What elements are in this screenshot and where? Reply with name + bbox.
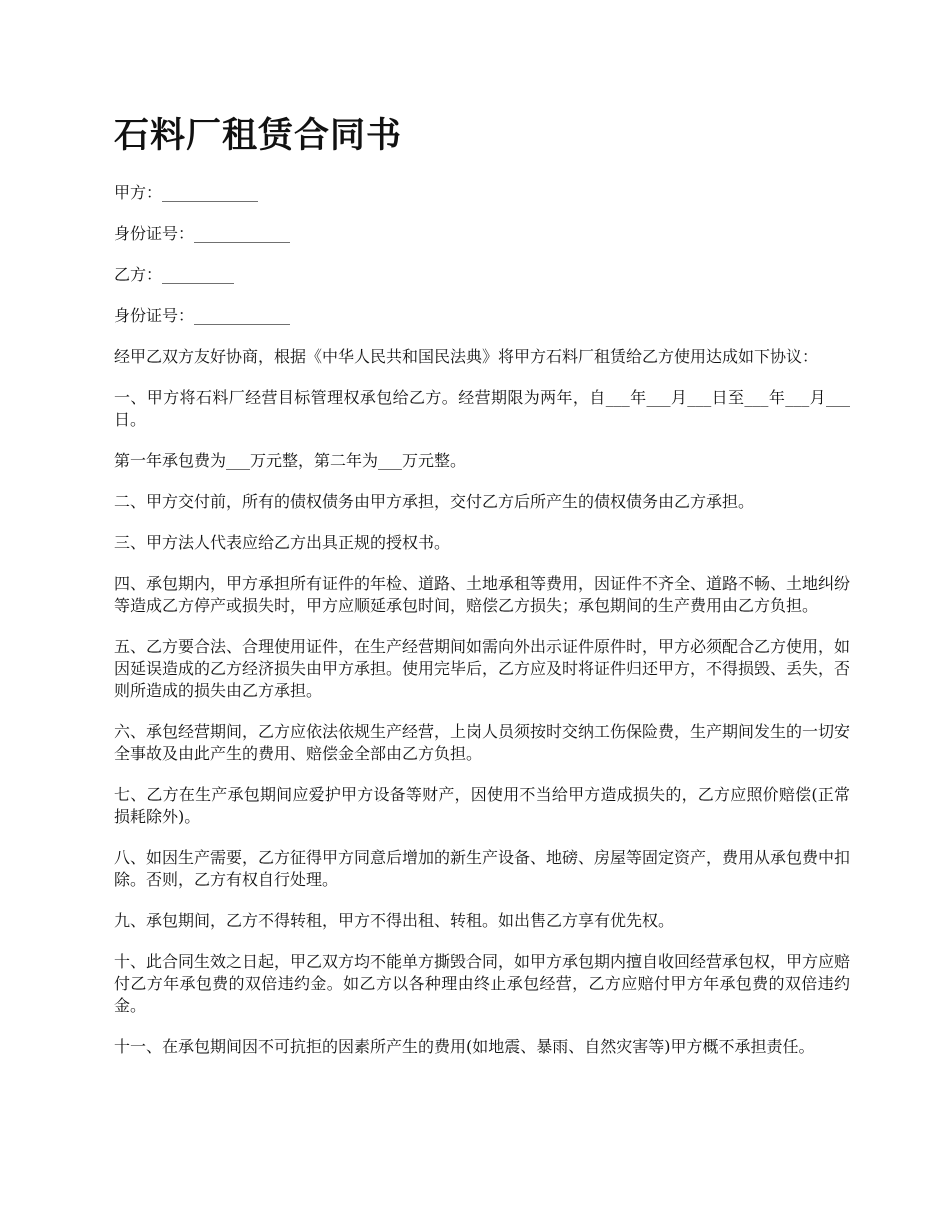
- document-body: [114, 182, 850, 1077]
- party-b-label: 乙方：: [114, 265, 163, 284]
- party-a-id-blank: ____________: [194, 224, 291, 243]
- party-a-label: 甲方：: [114, 183, 163, 202]
- clause-10: 十、此合同生效之日起，甲乙双方均不能单方撕毁合同，如甲方承包期内擅自收回经营承包权，甲方应赔付乙方年承包费的双倍违约金。如乙方以各种理由终止承包经营，乙方应赔付甲方年承包费的双倍违约金。: [114, 952, 851, 1015]
- clause-2: 二、甲方交付前，所有的债权债务由甲方承担，交付乙方后所产生的债权债务由乙方承担。: [114, 492, 755, 511]
- clause-11: 十一、在承包期间因不可抗拒的因素所产生的费用(如地震、暴雨、自然灾害等)甲方概不承担责任。: [114, 1037, 815, 1056]
- party-b-id-line: [114, 305, 850, 327]
- document-title: 石料厂租赁合同书: [114, 115, 403, 156]
- clause-1-fee: 第一年承包费为___万元整，第二年为___万元整。: [114, 451, 467, 470]
- party-a-blank: ____________: [162, 183, 259, 202]
- party-b-blank: _________: [162, 265, 235, 284]
- clause-8: 八、如因生产需要，乙方征得甲方同意后增加的新生产设备、地磅、房屋等固定资产，费用从承包费中扣除。否则，乙方有权自行处理。: [114, 848, 851, 889]
- clause-5: 五、乙方要合法、合理使用证件，在生产经营期间如需向外出示证件原件时，甲方必须配合乙方使用，如因延误造成的乙方经济损失由甲方承担。使用完毕后，乙方应及时将证件归还甲方，不得损毁、丢失，否则所造成的损失由乙方承担。: [114, 637, 851, 700]
- party-b-line: [114, 264, 850, 286]
- preamble-paragraph: 经甲乙双方友好协商，根据《中华人民共和国民法典》将甲方石料厂租赁给乙方使用达成如下协议：: [114, 347, 819, 366]
- party-a-line: [114, 182, 850, 204]
- clause-7: 七、乙方在生产承包期间应爱护甲方设备等财产，因使用不当给甲方造成损失的，乙方应照价赔偿(正常损耗除外)。: [114, 785, 850, 826]
- party-a-id-line: [114, 223, 850, 245]
- clause-6: 六、承包经营期间，乙方应依法依规生产经营，上岗人员须按时交纳工伤保险费，生产期间发生的一切安全事故及由此产生的费用、赔偿金全部由乙方负担。: [114, 722, 851, 763]
- party-b-id-label: 身份证号：: [114, 306, 195, 325]
- clause-3: 三、甲方法人代表应给乙方出具正规的授权书。: [114, 533, 451, 552]
- clause-1: 一、甲方将石料厂经营目标管理权承包给乙方。经营期限为两年，自___年___月___日至___年___月___日。: [114, 388, 850, 429]
- party-b-id-blank: ____________: [194, 306, 291, 325]
- clause-4: 四、承包期内，甲方承担所有证件的年检、道路、土地承租等费用，因证件不齐全、道路不畅、土地纠纷等造成乙方停产或损失时，甲方应顺延承包时间，赔偿乙方损失；承包期间的生产费用由乙方负担。: [114, 574, 851, 615]
- party-a-id-label: 身份证号：: [114, 224, 195, 243]
- clause-9: 九、承包期间，乙方不得转租，甲方不得出租、转租。如出售乙方享有优先权。: [114, 911, 675, 930]
